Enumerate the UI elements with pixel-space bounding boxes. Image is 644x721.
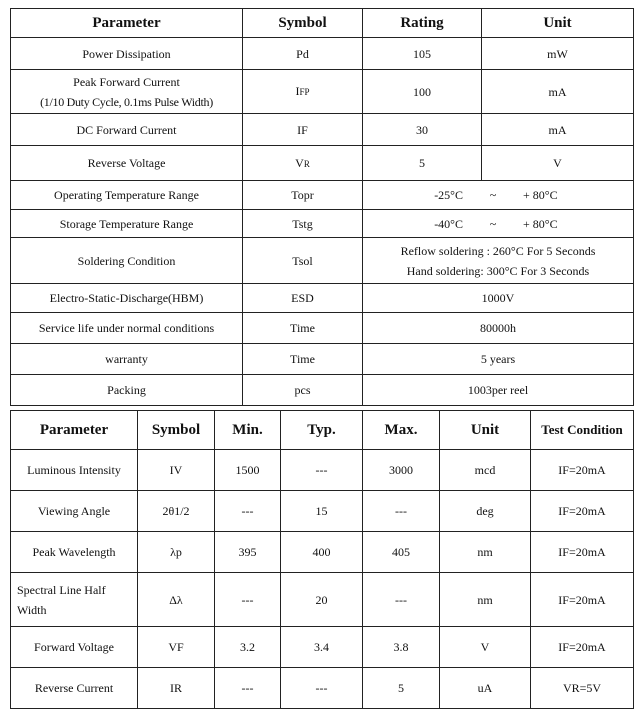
header-rating: Rating: [363, 9, 482, 38]
table-header-row: [11, 9, 634, 38]
range-low: -25°C: [434, 188, 463, 202]
typ-cell: 3.4: [281, 627, 363, 668]
rating-cell: 105: [363, 38, 482, 70]
symbol-cell: Δλ: [138, 573, 215, 627]
condition-cell: IF=20mA: [531, 573, 634, 627]
range-separator: ~: [489, 188, 497, 202]
symbol-cell: ESD: [243, 284, 363, 313]
parameter-cell: Peak Wavelength: [11, 532, 138, 573]
table-header-row: [11, 411, 634, 450]
typ-cell: 15: [281, 491, 363, 532]
soldering-line2: Hand soldering: 300°C For 3 Seconds: [406, 263, 590, 278]
table-row: [11, 114, 634, 146]
table-row: [11, 70, 634, 114]
table-row: [11, 146, 634, 181]
table-row: [11, 532, 634, 573]
range-separator: ~: [489, 216, 497, 231]
typ-cell: 400: [281, 532, 363, 573]
table-row: [11, 38, 634, 70]
header-min: Min.: [215, 411, 281, 450]
symbol-subscript: R: [303, 158, 310, 169]
symbol-cell: Time: [243, 313, 363, 344]
unit-cell: mW: [482, 38, 634, 70]
min-cell: 395: [215, 532, 281, 573]
table-row: [11, 238, 634, 284]
table-row: [11, 375, 634, 406]
parameter-cell: Reverse Voltage: [11, 146, 243, 181]
parameter-cell: Service life under normal conditions: [11, 313, 243, 344]
condition-cell: IF=20mA: [531, 450, 634, 491]
max-cell: 5: [363, 668, 440, 709]
symbol-cell: VF: [138, 627, 215, 668]
table-row: [11, 344, 634, 375]
parameter-cell: [11, 70, 243, 114]
symbol-cell: Tsol: [243, 238, 363, 284]
parameter-cell: [11, 573, 138, 627]
max-cell: ---: [363, 491, 440, 532]
condition-cell: IF=20mA: [531, 491, 634, 532]
condition-cell: VR=5V: [531, 668, 634, 709]
unit-cell: nm: [440, 532, 531, 573]
rating-cell: 100: [363, 70, 482, 114]
symbol-cell: Topr: [243, 181, 363, 210]
range-low: -40°C: [434, 216, 463, 231]
range-high: + 80°C: [523, 188, 558, 202]
parameter-cell: Reverse Current: [11, 668, 138, 709]
rating-cell: 30: [363, 114, 482, 146]
max-cell: 405: [363, 532, 440, 573]
value-cell: 80000h: [363, 313, 634, 344]
parameter-cell: Power Dissipation: [11, 38, 243, 70]
table-row: [11, 181, 634, 210]
table-row: [11, 573, 634, 627]
table-row: [11, 210, 634, 238]
parameter-cell: DC Forward Current: [11, 114, 243, 146]
table-row: [11, 450, 634, 491]
parameter-cell: Storage Temperature Range: [11, 210, 243, 238]
value-cell: 1003per reel: [363, 375, 634, 406]
min-cell: 1500: [215, 450, 281, 491]
parameter-line2: (1/10 Duty Cycle, 0.1ms Pulse Width): [40, 94, 213, 109]
unit-cell: mcd: [440, 450, 531, 491]
range-cell: [363, 181, 634, 210]
parameter-cell: Operating Temperature Range: [11, 181, 243, 210]
table-row: [11, 668, 634, 709]
symbol-cell: IV: [138, 450, 215, 491]
symbol-cell: Pd: [243, 38, 363, 70]
symbol-cell: IF: [243, 114, 363, 146]
absolute-ratings-table: [10, 8, 634, 406]
symbol-cell: Time: [243, 344, 363, 375]
range-cell: [363, 210, 634, 238]
soldering-line1: Reflow soldering : 260°C For 5 Seconds: [400, 243, 596, 258]
symbol-main: V: [295, 155, 304, 170]
typ-cell: ---: [281, 668, 363, 709]
value-cell: 5 years: [363, 344, 634, 375]
max-cell: 3000: [363, 450, 440, 491]
parameter-cell: warranty: [11, 344, 243, 375]
unit-cell: mA: [482, 114, 634, 146]
unit-cell: V: [440, 627, 531, 668]
header-typ: Typ.: [281, 411, 363, 450]
header-test-condition: Test Condition: [531, 411, 634, 450]
table-row: [11, 313, 634, 344]
symbol-main: I: [295, 84, 300, 98]
parameter-line2: Width: [17, 602, 47, 617]
unit-cell: mA: [482, 70, 634, 114]
parameter-cell: Luminous Intensity: [11, 450, 138, 491]
header-symbol: Symbol: [138, 411, 215, 450]
table-row: [11, 284, 634, 313]
symbol-cell: 2θ1/2: [138, 491, 215, 532]
min-cell: 3.2: [215, 627, 281, 668]
symbol-cell: λp: [138, 532, 215, 573]
range-high: + 80°C: [523, 216, 558, 231]
value-cell: 1000V: [363, 284, 634, 313]
unit-cell: nm: [440, 573, 531, 627]
min-cell: ---: [215, 573, 281, 627]
condition-cell: IF=20mA: [531, 627, 634, 668]
symbol-cell: [243, 70, 363, 114]
parameter-cell: Forward Voltage: [11, 627, 138, 668]
parameter-cell: Electro-Static-Discharge(HBM): [11, 284, 243, 313]
symbol-cell: [243, 146, 363, 181]
parameter-cell: Viewing Angle: [11, 491, 138, 532]
header-unit: Unit: [482, 9, 634, 38]
min-cell: ---: [215, 491, 281, 532]
min-cell: ---: [215, 668, 281, 709]
max-cell: 3.8: [363, 627, 440, 668]
symbol-cell: pcs: [243, 375, 363, 406]
symbol-cell: IR: [138, 668, 215, 709]
electrical-characteristics-table: [10, 410, 634, 709]
header-symbol: Symbol: [243, 9, 363, 38]
header-parameter: Parameter: [11, 9, 243, 38]
typ-cell: ---: [281, 450, 363, 491]
parameter-line1: Spectral Line Half: [17, 582, 106, 597]
unit-cell: uA: [440, 668, 531, 709]
typ-cell: 20: [281, 573, 363, 627]
rating-cell: 5: [363, 146, 482, 181]
header-parameter: Parameter: [11, 411, 138, 450]
symbol-subscript: FP: [299, 87, 310, 97]
parameter-cell: Soldering Condition: [11, 238, 243, 284]
condition-cell: IF=20mA: [531, 532, 634, 573]
unit-cell: deg: [440, 491, 531, 532]
symbol-cell: Tstg: [243, 210, 363, 238]
soldering-cell: [363, 238, 634, 284]
header-max: Max.: [363, 411, 440, 450]
table-row: [11, 491, 634, 532]
header-unit: Unit: [440, 411, 531, 450]
table-row: [11, 627, 634, 668]
parameter-line1: Peak Forward Current: [73, 74, 180, 89]
max-cell: ---: [363, 573, 440, 627]
unit-cell: V: [482, 146, 634, 181]
parameter-cell: Packing: [11, 375, 243, 406]
